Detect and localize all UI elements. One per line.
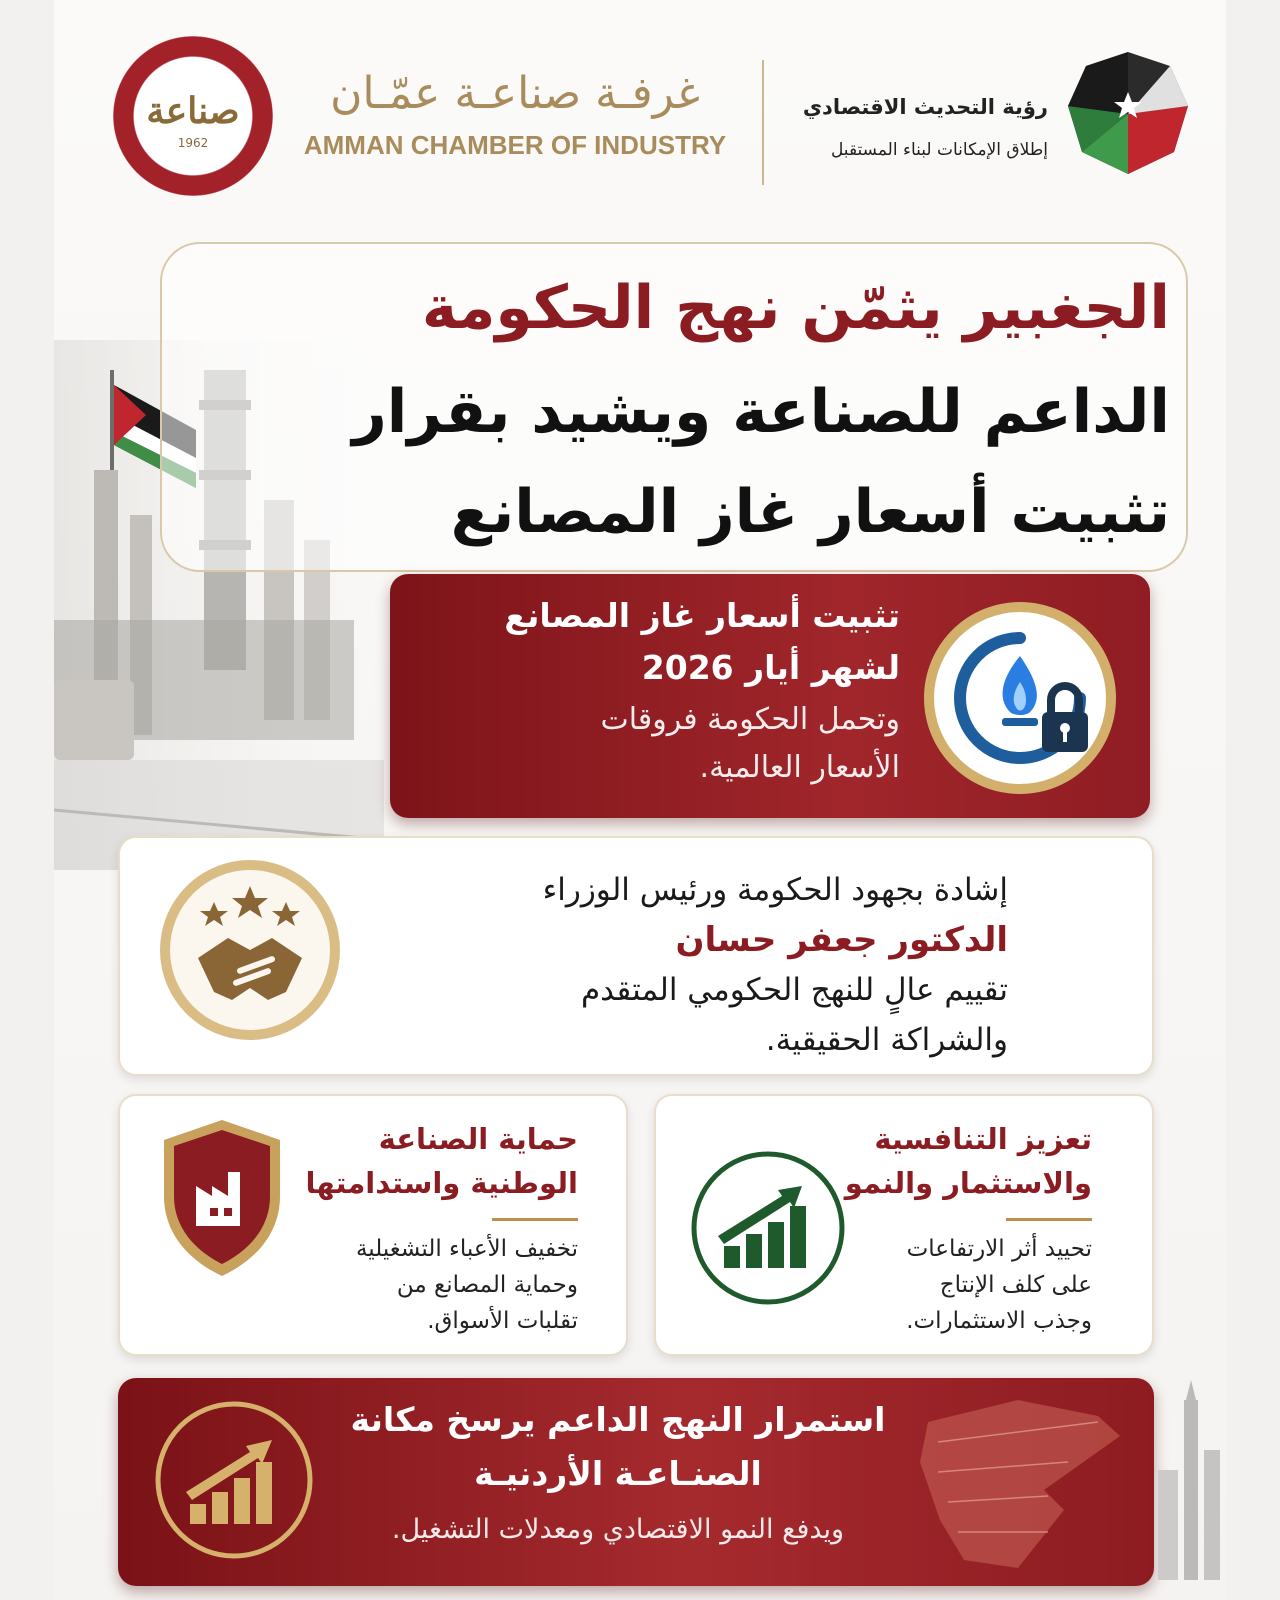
praise-line-4: والشراكة الحقيقية. bbox=[765, 1022, 1008, 1058]
bottom-subtitle: ويدفع النمو الاقتصادي ومعدلات التشغيل. bbox=[391, 1514, 845, 1545]
praise-line-3: تقييم عالٍ للنهج الحكومي المتقدم bbox=[580, 972, 1008, 1008]
handshake-stars-icon bbox=[158, 858, 342, 1042]
growth-bars-icon bbox=[154, 1400, 314, 1560]
headline-line-2: الداعم للصناعة ويشيد بقرار bbox=[352, 377, 1170, 447]
prime-minister-name: الدكتور جعفر حسان bbox=[675, 920, 1008, 960]
chamber-name-english: AMMAN CHAMBER OF INDUSTRY bbox=[303, 130, 727, 160]
vision-title: رؤية التحديث الاقتصادي bbox=[802, 95, 1048, 119]
compete-title-line-2: والاستثمار والنمو bbox=[844, 1166, 1092, 1200]
gas-flame-lock-icon bbox=[922, 600, 1118, 796]
gas-title-line-2: لشهر أيار 2026 bbox=[641, 648, 900, 687]
jordan-map-icon bbox=[868, 1392, 1138, 1582]
protect-title-line-1: حماية الصناعة bbox=[378, 1122, 578, 1156]
headline-line-3: تثبيت أسعار غاز المصانع bbox=[450, 477, 1170, 547]
seal-year: 1962 bbox=[177, 136, 209, 150]
protect-title-rule bbox=[492, 1218, 578, 1221]
economic-vision-logo-icon bbox=[1064, 48, 1192, 178]
gas-text-line-2: الأسعار العالمية. bbox=[699, 750, 900, 785]
city-skyline-illustration bbox=[1150, 1380, 1226, 1590]
amman-chamber-seal-logo bbox=[113, 36, 273, 196]
gas-text-line-1: وتحمل الحكومة فروقات bbox=[600, 702, 900, 737]
seal-word: صناعة bbox=[146, 90, 240, 132]
compete-title-line-1: تعزيز التنافسية bbox=[874, 1122, 1092, 1156]
gas-title-line-1: تثبيت أسعار غاز المصانع bbox=[504, 596, 900, 635]
vision-subtitle: إطلاق الإمكانات لبناء المستقبل bbox=[830, 140, 1048, 160]
header-divider bbox=[762, 60, 764, 185]
compete-title-rule bbox=[1006, 1218, 1092, 1221]
praise-line-1: إشادة بجهود الحكومة ورئيس الوزراء bbox=[542, 872, 1008, 908]
protect-text-line-3: تقلبات الأسواق. bbox=[427, 1308, 578, 1334]
growth-chart-icon bbox=[690, 1150, 846, 1306]
compete-text-line-3: وجذب الاستثمارات. bbox=[906, 1308, 1092, 1334]
protect-text-line-2: وحماية المصانع من bbox=[396, 1272, 578, 1298]
headline-line-1: الجغبير يثمّن نهج الحكومة bbox=[421, 273, 1170, 343]
chamber-name-arabic: غرفـة صناعـة عمّـان bbox=[330, 68, 700, 119]
compete-text-line-2: على كلف الإنتاج bbox=[939, 1272, 1092, 1298]
bottom-title-line-2: الصنـاعـة الأردنيـة bbox=[474, 1454, 762, 1493]
compete-text-line-1: تحييد أثر الارتفاعات bbox=[906, 1236, 1092, 1262]
bottom-title-line-1: استمرار النهج الداعم يرسخ مكانة bbox=[350, 1400, 886, 1439]
factory-shield-icon bbox=[158, 1116, 286, 1280]
protect-title-line-2: الوطنية واستدامتها bbox=[305, 1166, 578, 1200]
protect-text-line-1: تخفيف الأعباء التشغيلية bbox=[355, 1236, 578, 1262]
